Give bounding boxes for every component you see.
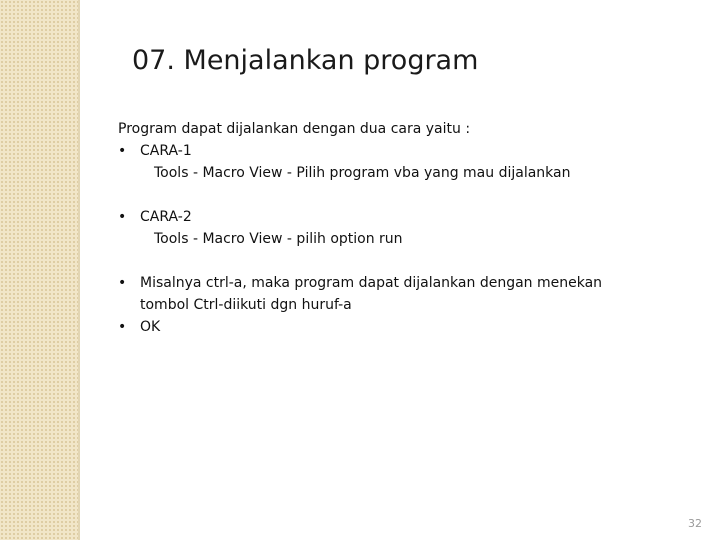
- page-number: 32: [688, 517, 702, 530]
- bullet-icon: •: [118, 209, 127, 225]
- list-item: [118, 140, 658, 162]
- slide-title: 07. Menjalankan program: [132, 45, 479, 76]
- list-item: [118, 316, 658, 338]
- list-item-label: Misalnya ctrl-a, maka program dapat dijalankan dengan menekan tombol Ctrl-diikuti dgn huruf-a: [140, 275, 603, 313]
- list-item-label: OK: [140, 319, 161, 335]
- decorative-side-strip: [0, 0, 78, 540]
- spacer: [118, 184, 658, 206]
- list-item-label: CARA-2: [140, 209, 192, 225]
- list-item-label: CARA-1: [140, 143, 192, 159]
- list-item: [118, 206, 658, 228]
- bullet-icon: •: [118, 143, 127, 159]
- bullet-icon: •: [118, 319, 127, 335]
- intro-text: Program dapat dijalankan dengan dua cara yaitu :: [118, 121, 471, 137]
- list-item-detail: Tools - Macro View - Pilih program vba yang mau dijalankan: [154, 165, 571, 181]
- list-item-detail: Tools - Macro View - pilih option run: [154, 231, 403, 247]
- list-item: [118, 272, 658, 316]
- side-strip-edge: [78, 0, 80, 540]
- spacer: [118, 250, 658, 272]
- bullet-icon: •: [118, 275, 127, 291]
- slide-body: [118, 118, 658, 338]
